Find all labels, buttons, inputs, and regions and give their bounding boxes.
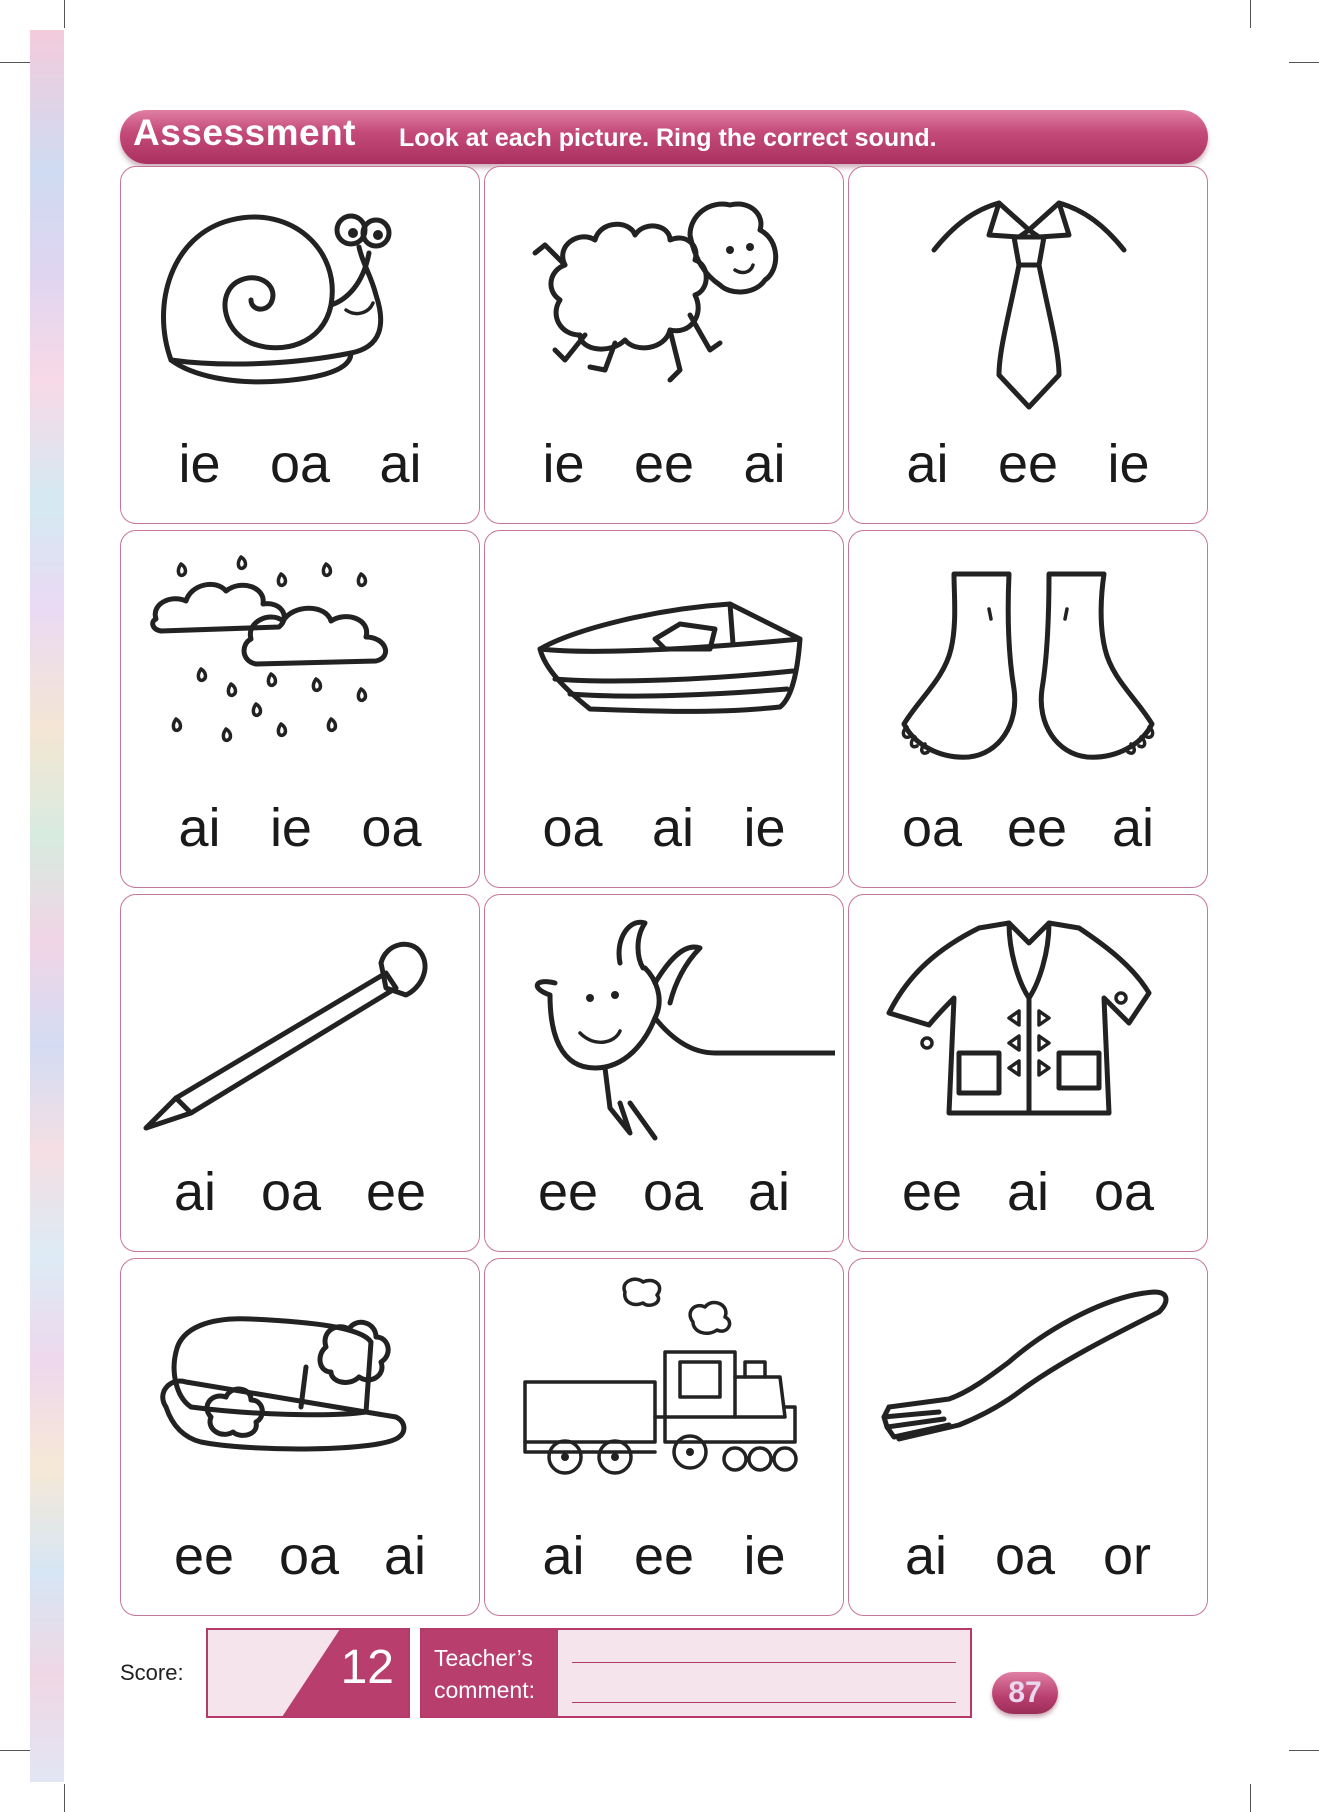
sound-option[interactable]: ai [904, 1526, 947, 1586]
soap-icon [131, 1267, 471, 1517]
sound-option[interactable]: ee [537, 1162, 599, 1222]
sound-option[interactable]: ie [743, 1526, 786, 1586]
sound-option[interactable]: ee [633, 434, 695, 494]
picture-card [848, 894, 1208, 1252]
crop-mark [1250, 0, 1251, 28]
sound-option[interactable]: ie [178, 434, 221, 494]
picture-card [484, 1258, 844, 1616]
picture-card [120, 894, 480, 1252]
train-icon [495, 1267, 835, 1517]
score-label: Score: [120, 1660, 184, 1685]
sound-option[interactable]: ai [173, 1162, 216, 1222]
boat-icon [495, 539, 835, 789]
sound-options [121, 1157, 479, 1227]
instruction-text: Look at each picture. Ring the correct sound. [399, 124, 937, 152]
sound-option[interactable]: ai [379, 434, 422, 494]
sound-options [121, 429, 479, 499]
picture-card [848, 1258, 1208, 1616]
crop-mark [1250, 1784, 1251, 1812]
score-box[interactable] [206, 1628, 410, 1718]
sound-options [121, 793, 479, 863]
fork-icon [859, 1267, 1199, 1517]
sound-option[interactable]: ai [651, 798, 695, 858]
crop-mark [0, 62, 30, 63]
sound-option[interactable]: ai [906, 434, 949, 494]
feet-icon [859, 539, 1199, 789]
rain-icon [131, 539, 471, 789]
sound-option[interactable]: ee [901, 1162, 963, 1222]
sound-option[interactable]: ai [178, 798, 221, 858]
goat-icon [495, 903, 835, 1153]
sound-options [849, 1157, 1207, 1227]
picture-card [848, 166, 1208, 524]
sound-option[interactable]: oa [260, 1162, 322, 1222]
crop-mark [1289, 1750, 1319, 1751]
sound-option[interactable]: ie [269, 798, 312, 858]
comment-label [434, 1642, 554, 1706]
sound-option[interactable]: oa [901, 798, 963, 858]
page-number: 87 [992, 1672, 1058, 1714]
sound-option[interactable]: ai [542, 1526, 585, 1586]
sound-options [485, 1521, 843, 1591]
sound-option[interactable]: ai [743, 434, 786, 494]
sound-option[interactable]: ee [997, 434, 1059, 494]
sound-option[interactable]: oa [269, 434, 331, 494]
picture-grid [120, 166, 1208, 1618]
sound-option[interactable]: oa [1093, 1162, 1155, 1222]
comment-label-line1: Teacher’s [434, 1645, 533, 1671]
sound-option[interactable]: ee [173, 1526, 235, 1586]
picture-card [484, 530, 844, 888]
tie-icon [859, 175, 1199, 425]
sound-options [485, 793, 843, 863]
sound-option[interactable]: ie [1107, 434, 1150, 494]
sound-options [485, 429, 843, 499]
sound-options [849, 793, 1207, 863]
sound-option[interactable]: or [1103, 1526, 1152, 1586]
coat-icon [859, 903, 1199, 1153]
picture-card [120, 1258, 480, 1616]
crop-mark [0, 1750, 30, 1751]
crop-mark [64, 1784, 65, 1812]
comment-label-line2: comment: [434, 1677, 535, 1703]
decorative-side-strip [30, 30, 64, 1782]
sound-option[interactable]: ee [633, 1526, 695, 1586]
picture-card [120, 530, 480, 888]
page-title: Assessment [133, 112, 357, 153]
sound-option[interactable]: ee [1006, 798, 1068, 858]
picture-card [848, 530, 1208, 888]
sound-option[interactable]: oa [642, 1162, 704, 1222]
picture-card [484, 166, 844, 524]
sound-option[interactable]: ai [1112, 798, 1155, 858]
sound-option[interactable]: oa [361, 798, 422, 858]
sound-options [849, 429, 1207, 499]
sound-option[interactable]: ee [365, 1162, 427, 1222]
nail-icon [131, 903, 471, 1153]
sound-options [485, 1157, 843, 1227]
sound-option[interactable]: ie [743, 798, 786, 858]
score-total: 12 [340, 1641, 394, 1694]
sound-option[interactable]: oa [542, 798, 603, 858]
sound-option[interactable]: oa [994, 1526, 1056, 1586]
crop-mark [64, 0, 65, 28]
sound-options [849, 1521, 1207, 1591]
comment-line [572, 1702, 956, 1703]
crop-mark [1289, 62, 1319, 63]
sound-options [121, 1521, 479, 1591]
picture-card [120, 166, 480, 524]
sound-option[interactable]: ai [384, 1526, 427, 1586]
sound-option[interactable]: ai [1006, 1162, 1050, 1222]
sheep-icon [495, 175, 835, 425]
comment-line [572, 1662, 956, 1663]
teacher-comment-box[interactable] [420, 1628, 972, 1718]
sound-option[interactable]: ie [542, 434, 585, 494]
sound-option[interactable]: oa [278, 1526, 340, 1586]
picture-card [484, 894, 844, 1252]
snail-icon [131, 175, 471, 425]
sound-option[interactable]: ai [748, 1162, 791, 1222]
